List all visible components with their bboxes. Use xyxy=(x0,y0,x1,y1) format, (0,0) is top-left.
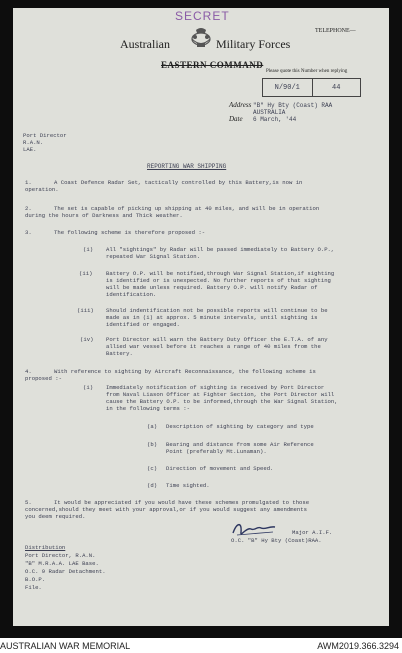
item-d-number: (d) xyxy=(147,482,158,489)
para-1-line: A Coast Defence Radar Set, tactically controlled by this Battery,is now in xyxy=(54,179,303,186)
item-a-line: Description of sighting by category and type xyxy=(166,423,314,430)
para-5-line: concerned,should they meet with your approval,or if you would suggest any amendments xyxy=(25,506,307,513)
reference-number: N/90/1 xyxy=(263,79,313,96)
para-5-line: It would be appreciated if you would have these schemes promulgated to those xyxy=(54,499,310,506)
distribution-item: File. xyxy=(25,584,42,591)
signatory-title: O.C. "B" Hy Bty (Coast)RAA. xyxy=(231,537,322,544)
item-b-line: Point (preferably Mt.Lunaman). xyxy=(166,448,267,455)
item-ii-line: is identified or is unexpected. No further reports of that sighting xyxy=(106,277,331,284)
item-ii-number: (ii) xyxy=(79,270,93,277)
item-iv-line: Port Director will warn the Battery Duty Officer the E.T.A. of any xyxy=(106,336,328,343)
item-i-line: repeated War Signal Station. xyxy=(106,253,200,260)
para-5-line: you deem required. xyxy=(25,513,86,520)
para-1-number: 1. xyxy=(25,179,32,186)
date-value: 6 March, '44 xyxy=(253,116,297,123)
item-b-number: (b) xyxy=(147,441,158,448)
recipient-line-2: R.A.N. xyxy=(23,139,44,146)
item-iii-line: identified or engaged. xyxy=(106,321,180,328)
item-iv-line: Battery. xyxy=(106,350,133,357)
item-c-number: (c) xyxy=(147,465,158,472)
distribution-item: O.C. 9 Radar Detachment. xyxy=(25,568,106,575)
item-4i-number: (i) xyxy=(83,384,94,391)
distribution-item: "B" M.R.A.A. LAE Base. xyxy=(25,560,99,567)
item-4i-line: in the following terms :- xyxy=(106,405,190,412)
coat-of-arms-crest xyxy=(184,26,218,50)
footer-accession-number: AWM2019.366.3294 xyxy=(317,641,399,651)
para-3-number: 3. xyxy=(25,229,32,236)
item-iii-number: (iii) xyxy=(77,307,94,314)
command-name: EASTERN COMMAND xyxy=(161,60,264,70)
item-iv-line: allied war vessel before it reaches a range of 40 miles from the xyxy=(106,343,321,350)
signatory-rank: Major A.I.F. xyxy=(292,529,333,536)
item-c-line: Direction of movement and Speed. xyxy=(166,465,274,472)
para-2-line: during the hours of Darkness and Thick weather. xyxy=(25,212,183,219)
quote-number-note: Please quote this Number when replying xyxy=(266,69,348,74)
distribution-heading: Distribution xyxy=(25,544,66,551)
secret-stamp: SECRET xyxy=(175,9,230,23)
letterhead-australian: Australian xyxy=(120,37,170,51)
item-4i-line: from Naval Liason Officer at Fighter Section, the Port Director will xyxy=(106,391,335,398)
address-label: Address xyxy=(229,101,252,109)
telephone-label: TELEPHONE— xyxy=(315,28,356,34)
letterhead-military-forces: Military Forces xyxy=(216,37,291,51)
para-4-number: 4. xyxy=(25,368,32,375)
para-5-number: 5. xyxy=(25,499,32,506)
address-line-1: "B" Hy Bty (Coast) RAA xyxy=(253,102,333,109)
distribution-item: B.O.P. xyxy=(25,576,46,583)
item-b-line: Bearing and distance from some Air Reference xyxy=(166,441,314,448)
item-ii-line: Battery O.P. will be notified,through War Signal Station,if sighting xyxy=(106,270,335,277)
para-4-line: proposed :- xyxy=(25,375,62,382)
address-line-2: AUSTRALIA xyxy=(253,109,286,116)
item-4i-line: Immediately notification of sighting is received by Port Director xyxy=(106,384,325,391)
item-4i-line: cause the Battery O.P. to be informed,through the War Signal Station, xyxy=(106,398,338,405)
item-iii-line: made as in (i) at approx. 5 minute intervals, until sighting is xyxy=(106,314,318,321)
reference-folio: 44 xyxy=(332,83,341,92)
para-2-number: 2. xyxy=(25,205,32,212)
item-i-line: All "sightings" by Radar will be passed immediately to Battery O.P., xyxy=(106,246,335,253)
item-a-number: (a) xyxy=(147,423,158,430)
recipient-line-3: LAE. xyxy=(23,146,37,153)
para-1-line: operation. xyxy=(25,186,59,193)
recipient-line-1: Port Director xyxy=(23,132,67,139)
para-2-line: The set is capable of picking up shipping at 40 miles, and will be in operation xyxy=(54,205,320,212)
item-d-line: Time sighted. xyxy=(166,482,210,489)
item-iii-line: Should indentification not be possible reports will continue to be xyxy=(106,307,328,314)
reference-number-box xyxy=(262,78,361,97)
footer-institution: AUSTRALIAN WAR MEMORIAL xyxy=(0,641,131,651)
item-iv-number: (iv) xyxy=(80,336,94,343)
item-ii-line: will be made unless required. Battery O.P. will notify Radar of xyxy=(106,284,318,291)
para-3-line: The following scheme is therefore proposed :- xyxy=(54,229,206,236)
para-4-line: With reference to sighting by Aircraft Reconnaissance, the following scheme is xyxy=(54,368,316,375)
date-label: Date xyxy=(229,115,243,123)
item-i-number: (i) xyxy=(83,246,94,253)
item-ii-line: identification. xyxy=(106,291,157,298)
distribution-item: Port Director, R.A.N. xyxy=(25,552,96,559)
subject-heading: REPORTING WAR SHIPPING xyxy=(147,163,227,170)
document-page xyxy=(13,8,389,626)
